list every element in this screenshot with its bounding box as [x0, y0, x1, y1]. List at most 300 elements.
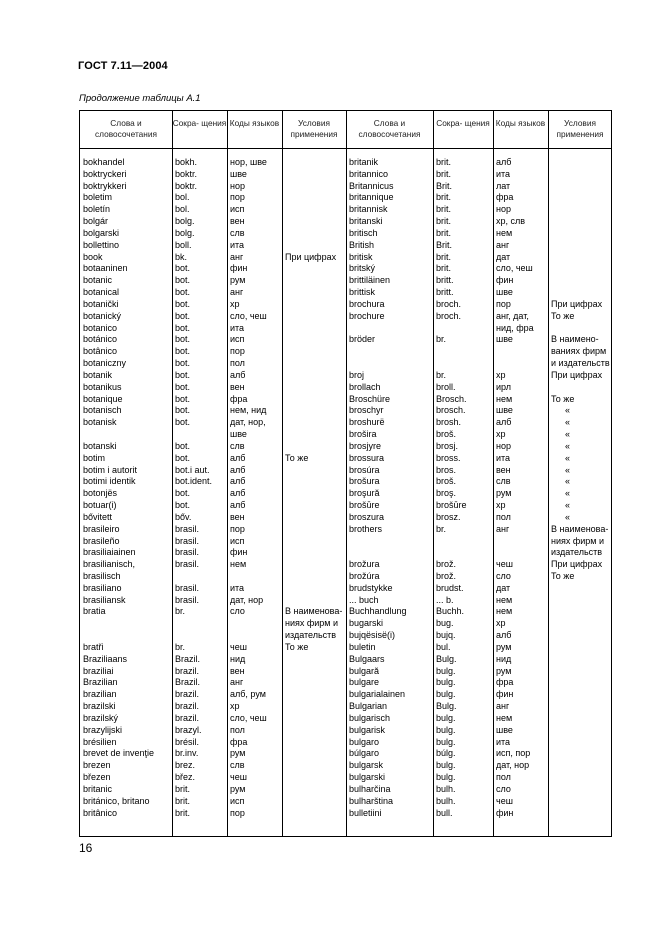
table-caption: Продолжение таблицы А.1 — [79, 93, 201, 104]
cell-code-right: дат — [496, 582, 511, 593]
cell-condition-right: « — [565, 417, 571, 428]
cell-word-right: brosjyre — [349, 440, 382, 451]
cell-word-right: britisch — [349, 227, 378, 238]
cell-code-left: ита — [230, 582, 245, 593]
cell-code-right: дат, нор — [496, 760, 530, 771]
cell-word-right: bujqësisë(i) — [349, 630, 396, 641]
cell-word-left: botim i autorit — [83, 464, 138, 475]
cell-condition-left: издательств — [285, 630, 337, 641]
cell-abbr-right: Brit. — [436, 180, 453, 191]
cell-abbr-right: br. — [436, 334, 447, 345]
cell-abbr-right: búlg. — [436, 748, 456, 759]
cell-word-left: botaniczny — [83, 358, 127, 369]
cell-code-left: фин — [230, 547, 248, 558]
cell-abbr-right: brosch. — [436, 405, 466, 416]
cell-code-right: нем — [496, 227, 513, 238]
cell-word-left: botanski — [83, 440, 117, 451]
table-row — [80, 808, 611, 820]
cell-abbr-left: bk. — [175, 251, 188, 262]
cell-abbr-left: boktr. — [175, 168, 198, 179]
cell-code-left: пор — [230, 523, 245, 534]
cell-code-right: пол — [496, 511, 511, 522]
cell-abbr-right: bulg. — [436, 689, 456, 700]
cell-word-left: brasileño — [83, 535, 120, 546]
table-row — [80, 748, 611, 760]
cell-abbr-right: brit. — [436, 204, 452, 215]
table-row — [80, 240, 611, 252]
table-row — [80, 701, 611, 713]
cell-abbr-right: brosh. — [436, 417, 462, 428]
cell-word-left: Brazilian — [83, 677, 118, 688]
cell-abbr-left: bot. — [175, 500, 191, 511]
header-words-left: Слова и словосочетания — [95, 118, 157, 139]
abbreviations-table — [79, 110, 612, 837]
cell-word-left: botánico — [83, 334, 118, 345]
cell-condition-right: « — [565, 440, 571, 451]
cell-condition-right: « — [565, 452, 571, 463]
cell-condition-right: При цифрах — [551, 559, 603, 570]
cell-word-right: bulletiini — [349, 807, 382, 818]
cell-abbr-left: brasil. — [175, 559, 200, 570]
cell-code-right: нем — [496, 606, 513, 617]
cell-code-right: сло, чеш — [496, 263, 533, 274]
cell-code-left: рум — [230, 748, 246, 759]
cell-word-right: bulgarsk — [349, 760, 384, 771]
cell-code-right: рум — [496, 641, 512, 652]
cell-word-left: boletín — [83, 204, 111, 215]
cell-abbr-right: br. — [436, 523, 447, 534]
cell-word-left: brazylijski — [83, 724, 123, 735]
table-row — [80, 512, 611, 524]
cell-code-right: алб — [496, 417, 512, 428]
cell-abbr-right: ... b. — [436, 594, 454, 605]
cell-word-right: bulgarialainen — [349, 689, 406, 700]
cell-abbr-right: bulg. — [436, 724, 456, 735]
header-words-right: Слова и словосочетания — [358, 118, 421, 139]
cell-word-left: brazilský — [83, 712, 119, 723]
cell-word-right: brošūre — [349, 500, 380, 511]
cell-code-right: хр — [496, 369, 506, 380]
cell-word-right: British — [349, 239, 375, 250]
cell-word-left: botuar(i) — [83, 500, 117, 511]
cell-word-right: brošura — [349, 476, 380, 487]
table-row — [80, 465, 611, 477]
cell-word-left: botanique — [83, 393, 123, 404]
header-codes-left: Коды языков — [229, 118, 280, 128]
cell-word-left: brasiliansk — [83, 594, 126, 605]
cell-code-right: ирл — [496, 381, 511, 392]
table-row — [80, 453, 611, 465]
table-body — [80, 157, 611, 819]
cell-code-left: вен — [230, 665, 245, 676]
cell-abbr-left: boll. — [175, 239, 192, 250]
cell-code-right: ита — [496, 452, 511, 463]
cell-word-right: bugarski — [349, 618, 384, 629]
cell-word-left: británico, britano — [83, 795, 150, 806]
cell-abbr-left: bot. — [175, 322, 191, 333]
table-row — [80, 157, 611, 169]
cell-abbr-left: brit. — [175, 807, 191, 818]
cell-word-left: britanic — [83, 783, 113, 794]
cell-code-left: пол — [230, 724, 245, 735]
cell-condition-right: В наимено- — [551, 334, 599, 345]
cell-code-right: алб — [496, 157, 512, 167]
cell-code-left: хр — [230, 701, 240, 712]
cell-abbr-right: broş. — [436, 488, 457, 499]
cell-word-right: britannico — [349, 168, 389, 179]
cell-code-left: алб, рум — [230, 689, 266, 700]
cell-word-right: brudstykke — [349, 582, 393, 593]
cell-word-right: broshurë — [349, 417, 385, 428]
cell-code-right: сло — [496, 570, 511, 581]
table-row — [80, 725, 611, 737]
cell-abbr-right: Buchh. — [436, 606, 465, 617]
table-row — [80, 654, 611, 666]
table-row — [80, 334, 611, 346]
cell-code-left: исп — [230, 535, 245, 546]
cell-code-right: нид — [496, 653, 512, 664]
cell-word-right: broj — [349, 369, 365, 380]
cell-code-left: анг — [230, 677, 244, 688]
cell-abbr-left: bot. — [175, 381, 191, 392]
cell-abbr-right: brit. — [436, 251, 452, 262]
cell-word-right: bulgarski — [349, 772, 386, 783]
cell-code-right: нид, фра — [496, 322, 534, 333]
cell-word-left: botanico — [83, 322, 118, 333]
cell-word-right: brosúra — [349, 464, 380, 475]
cell-word-right: brittiläinen — [349, 275, 391, 286]
cell-code-right: нор — [496, 204, 511, 215]
cell-code-right: нем — [496, 594, 513, 605]
table-row — [80, 370, 611, 382]
table-row — [80, 606, 611, 618]
cell-abbr-right: br. — [436, 369, 447, 380]
cell-word-left: boktrykkeri — [83, 180, 127, 191]
cell-word-right: bulgare — [349, 677, 380, 688]
cell-word-right: britannisk — [349, 204, 388, 215]
table-row — [80, 192, 611, 204]
cell-code-left: алб — [230, 464, 246, 475]
cell-abbr-right: bujq. — [436, 630, 456, 641]
cell-condition-right: « — [565, 429, 571, 440]
cell-word-right: bulgarisch — [349, 712, 391, 723]
table-row — [80, 181, 611, 193]
cell-word-right: brittisk — [349, 287, 376, 298]
cell-code-left: нор, шве — [230, 157, 267, 167]
cell-code-right: хр — [496, 429, 506, 440]
table-row — [80, 784, 611, 796]
cell-abbr-right: bul. — [436, 641, 451, 652]
document-header: ГОСТ 7.11—2004 — [78, 60, 168, 72]
cell-code-right: шве — [496, 287, 513, 298]
cell-abbr-right: brit. — [436, 192, 452, 203]
cell-word-right: broszura — [349, 511, 385, 522]
cell-abbr-left: bőv. — [175, 511, 192, 522]
cell-code-left: пор — [230, 192, 245, 203]
cell-abbr-left: bot. — [175, 298, 191, 309]
table-row — [80, 252, 611, 264]
table-row — [80, 287, 611, 299]
cell-code-left: анг — [230, 251, 244, 262]
cell-word-right: britanski — [349, 216, 383, 227]
cell-word-left: botanisk — [83, 417, 117, 428]
cell-abbr-right: broch. — [436, 298, 462, 309]
cell-code-left: вен — [230, 511, 245, 522]
cell-code-left: дат, нор — [230, 594, 264, 605]
cell-word-left: botanikus — [83, 381, 122, 392]
cell-code-left: рум — [230, 783, 246, 794]
cell-abbr-right: Bulg. — [436, 701, 457, 712]
cell-word-right: Britannicus — [349, 180, 394, 191]
cell-code-left: слв — [230, 760, 245, 771]
cell-condition-right: « — [565, 500, 571, 511]
cell-word-left: brasilisch — [83, 570, 121, 581]
page-number: 16 — [79, 841, 93, 855]
cell-abbr-right: brit. — [436, 157, 452, 167]
cell-code-right: лат — [496, 180, 511, 191]
cell-abbr-left: bolg. — [175, 216, 195, 227]
cell-abbr-left: bot. — [175, 452, 191, 463]
cell-word-left: botanički — [83, 298, 119, 309]
table-row — [80, 796, 611, 808]
table-row — [80, 394, 611, 406]
table-row — [80, 228, 611, 240]
cell-abbr-right: bull. — [436, 807, 453, 818]
cell-code-left: алб — [230, 488, 246, 499]
cell-code-right: шве — [496, 405, 513, 416]
cell-word-right: Broschüre — [349, 393, 391, 404]
cell-abbr-left: brazil. — [175, 689, 200, 700]
cell-abbr-left: brasil. — [175, 594, 200, 605]
cell-abbr-right: bross. — [436, 452, 461, 463]
table-row — [80, 547, 611, 559]
cell-condition-left: То же — [285, 452, 309, 463]
cell-code-left: фра — [230, 393, 248, 404]
cell-abbr-right: broš. — [436, 429, 457, 440]
cell-code-left: нор — [230, 180, 245, 191]
cell-abbr-left: bot. — [175, 369, 191, 380]
table-row — [80, 299, 611, 311]
cell-code-left: нем, нид — [230, 405, 267, 416]
cell-abbr-right: brož. — [436, 559, 457, 570]
cell-abbr-left: bot. — [175, 488, 191, 499]
cell-word-left: bolgarski — [83, 227, 120, 238]
table-row — [80, 713, 611, 725]
cell-word-left: bolgár — [83, 216, 109, 227]
table-row — [80, 429, 611, 441]
cell-word-left: brasiliano — [83, 582, 122, 593]
cell-abbr-right: bulg. — [436, 712, 456, 723]
cell-abbr-left: bot.ident. — [175, 476, 213, 487]
cell-code-left: сло, чеш — [230, 310, 267, 321]
cell-word-left: bratři — [83, 641, 104, 652]
cell-word-left: botânico — [83, 346, 118, 357]
cell-abbr-right: britt. — [436, 287, 454, 298]
cell-code-left: сло — [230, 606, 245, 617]
cell-code-left: рум — [230, 275, 246, 286]
table-row — [80, 595, 611, 607]
cell-code-left: фин — [230, 263, 248, 274]
cell-word-left: bokhandel — [83, 157, 125, 167]
cell-code-left: нем — [230, 559, 247, 570]
cell-word-right: brothers — [349, 523, 383, 534]
cell-word-right: britannique — [349, 192, 394, 203]
table-row — [80, 524, 611, 536]
cell-code-right: шве — [496, 724, 513, 735]
cell-abbr-right: brudst. — [436, 582, 464, 593]
cell-condition-right: издательств — [551, 547, 603, 558]
cell-abbr-left: brit. — [175, 783, 191, 794]
cell-word-right: broşură — [349, 488, 380, 499]
cell-word-right: brožúra — [349, 570, 380, 581]
cell-word-right: britisk — [349, 251, 373, 262]
cell-abbr-left: bokh. — [175, 157, 198, 167]
table-row — [80, 760, 611, 772]
cell-word-right: bulharčina — [349, 783, 391, 794]
cell-word-right: bulgaro — [349, 736, 380, 747]
cell-code-left: слв — [230, 440, 245, 451]
cell-code-right: пор — [496, 298, 511, 309]
cell-condition-right: « — [565, 511, 571, 522]
table-row — [80, 476, 611, 488]
cell-word-right: brožura — [349, 559, 380, 570]
table-row — [80, 405, 611, 417]
cell-code-left: алб — [230, 369, 246, 380]
cell-abbr-left: brez. — [175, 760, 196, 771]
table-row — [80, 204, 611, 216]
cell-condition-right: То же — [551, 570, 575, 581]
cell-code-right: фра — [496, 677, 514, 688]
cell-abbr-left: bot. — [175, 405, 191, 416]
header-abbr-left: Сокра- щения — [172, 118, 227, 128]
cell-code-left: дат, нор, — [230, 417, 266, 428]
cell-word-right: brošira — [349, 429, 377, 440]
cell-word-left: brazilian — [83, 689, 117, 700]
table-row — [80, 263, 611, 275]
cell-abbr-left: bot. — [175, 346, 191, 357]
cell-abbr-left: bol. — [175, 204, 190, 215]
cell-abbr-right: brosz. — [436, 511, 461, 522]
cell-word-left: britânico — [83, 807, 118, 818]
cell-code-right: вен — [496, 464, 511, 475]
cell-word-left: brasilianisch, — [83, 559, 136, 570]
cell-code-right: нем — [496, 393, 513, 404]
cell-code-right: анг — [496, 523, 510, 534]
cell-word-left: bővitett — [83, 511, 113, 522]
cell-code-left: алб — [230, 452, 246, 463]
table-row — [80, 216, 611, 228]
cell-code-left: алб — [230, 500, 246, 511]
cell-word-left: brasileiro — [83, 523, 120, 534]
table-row — [80, 311, 611, 323]
cell-word-right: bulgarisk — [349, 724, 386, 735]
cell-word-right: britský — [349, 263, 376, 274]
table-row — [80, 441, 611, 453]
cell-code-left: исп — [230, 795, 245, 806]
cell-word-right: britanik — [349, 157, 379, 167]
cell-code-right: шве — [496, 334, 513, 345]
cell-condition-left: При цифрах — [285, 251, 337, 262]
cell-code-left: вен — [230, 216, 245, 227]
table-row — [80, 772, 611, 784]
header-abbr-right: Сокра- щения — [436, 118, 490, 128]
table-row — [80, 642, 611, 654]
table-row — [80, 323, 611, 335]
cell-abbr-left: Brazil. — [175, 653, 201, 664]
cell-abbr-right: brit. — [436, 168, 452, 179]
cell-code-left: исп — [230, 204, 245, 215]
cell-abbr-left: bot. — [175, 358, 191, 369]
cell-condition-left: То же — [285, 641, 309, 652]
cell-code-left: чеш — [230, 772, 247, 783]
cell-abbr-right: bulg. — [436, 677, 456, 688]
cell-word-left: botanik — [83, 369, 113, 380]
table-row — [80, 689, 611, 701]
cell-code-right: хр, слв — [496, 216, 526, 227]
cell-abbr-right: bulg. — [436, 772, 456, 783]
cell-word-right: brollach — [349, 381, 381, 392]
cell-code-left: исп — [230, 334, 245, 345]
table-row — [80, 275, 611, 287]
cell-abbr-right: bros. — [436, 464, 457, 475]
cell-abbr-left: břez. — [175, 772, 196, 783]
header-codes-right: Коды языков — [495, 118, 546, 128]
cell-abbr-right: Brosch. — [436, 393, 467, 404]
cell-abbr-left: bot. — [175, 275, 191, 286]
cell-word-left: book — [83, 251, 103, 262]
cell-abbr-right: brit. — [436, 216, 452, 227]
table-row — [80, 571, 611, 583]
table-row — [80, 358, 611, 370]
cell-condition-right: То же — [551, 393, 575, 404]
cell-code-left: чеш — [230, 641, 247, 652]
table-row — [80, 666, 611, 678]
cell-abbr-left: bot. — [175, 393, 191, 404]
cell-word-right: búlgaro — [349, 748, 380, 759]
cell-word-left: Braziliaans — [83, 653, 128, 664]
cell-abbr-left: Brazil. — [175, 677, 201, 688]
cell-abbr-right: bug. — [436, 618, 454, 629]
cell-code-right: хр — [496, 500, 506, 511]
cell-abbr-left: bot. — [175, 440, 191, 451]
cell-abbr-right: bulh. — [436, 783, 456, 794]
cell-code-left: шве — [230, 429, 247, 440]
cell-code-right: исп, пор — [496, 748, 531, 759]
cell-abbr-left: bot. — [175, 287, 191, 298]
table-row — [80, 737, 611, 749]
cell-condition-right: В наименова- — [551, 523, 609, 534]
cell-word-right: brossura — [349, 452, 385, 463]
table-row — [80, 382, 611, 394]
cell-abbr-left: bot. — [175, 310, 191, 321]
cell-word-right: buletin — [349, 641, 376, 652]
cell-abbr-left: brasil. — [175, 523, 200, 534]
cell-abbr-right: britt. — [436, 275, 454, 286]
cell-abbr-right: bulg. — [436, 665, 456, 676]
cell-code-right: нор — [496, 440, 511, 451]
cell-word-right: brochura — [349, 298, 385, 309]
cell-word-left: botanisch — [83, 405, 122, 416]
cell-abbr-left: brésil. — [175, 736, 200, 747]
cell-condition-left: В наименова- — [285, 606, 343, 617]
cell-abbr-left: br.inv. — [175, 748, 199, 759]
cell-word-right: bulharština — [349, 795, 394, 806]
cell-code-left: пор — [230, 346, 245, 357]
cell-code-left: хр — [230, 298, 240, 309]
table-row — [80, 488, 611, 500]
cell-abbr-left: bol. — [175, 192, 190, 203]
cell-abbr-right: brit. — [436, 227, 452, 238]
